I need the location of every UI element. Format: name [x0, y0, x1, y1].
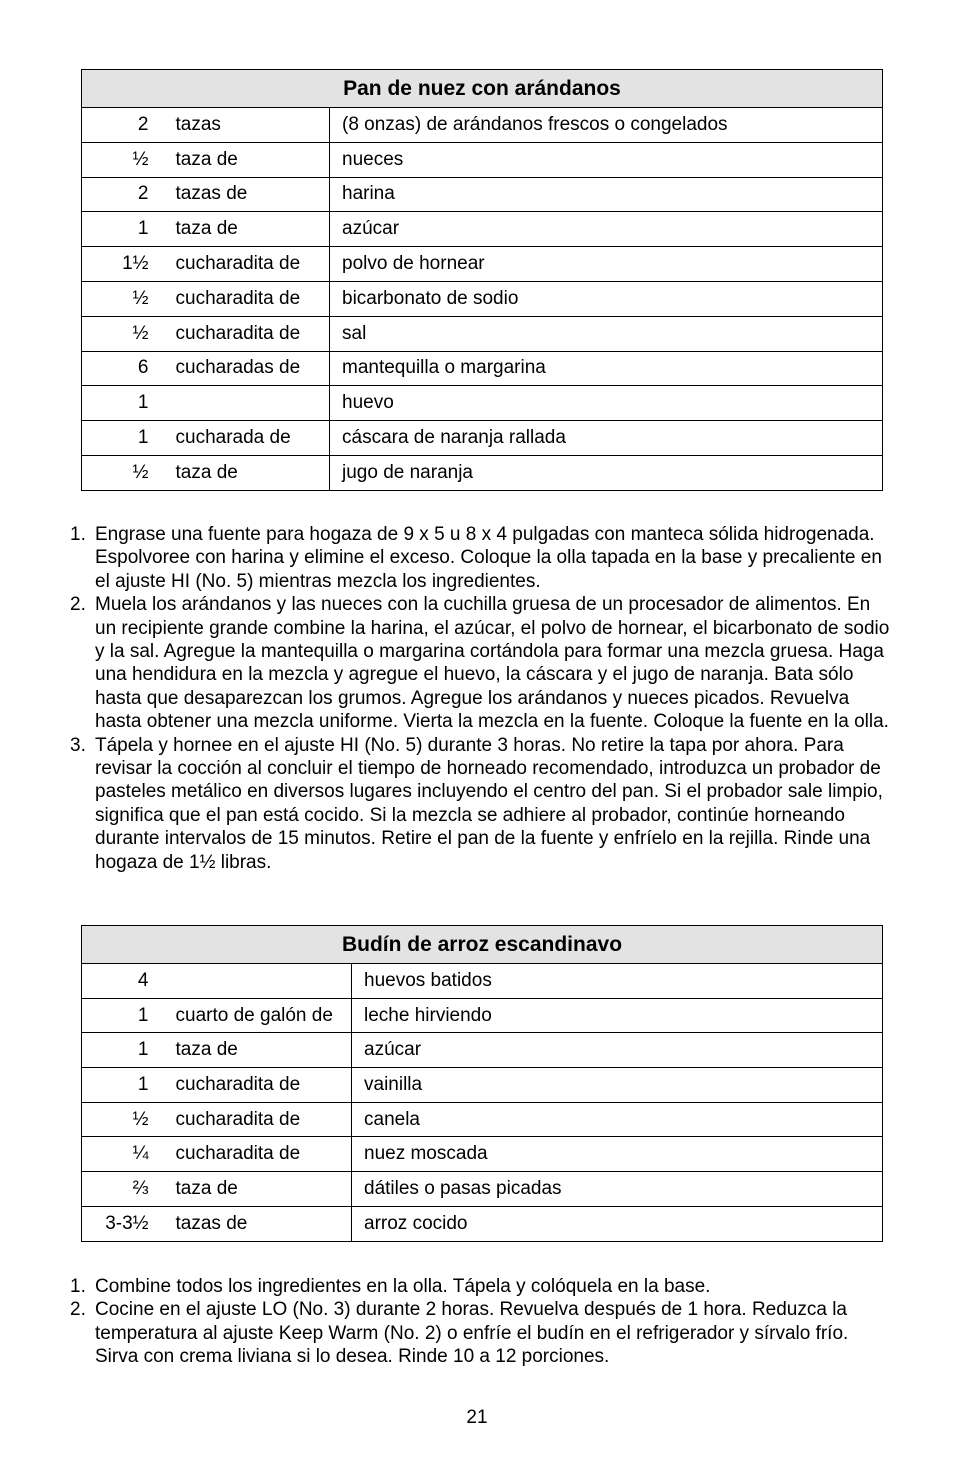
ingredient-name: (8 onzas) de arándanos frescos o congelados: [330, 108, 883, 143]
ingredient-name: leche hirviendo: [352, 998, 883, 1033]
ingredient-name: huevos batidos: [352, 964, 883, 999]
table-header-row: [82, 926, 883, 964]
step-text: Tápela y hornee en el ajuste HI (No. 5) durante 3 horas. No retire la tapa por ahora. Para revisar la cocción al concluir el tiempo de horneado recomendado, introduzca un probador de pasteles metálico en diversos lugares incluyendo el centro del pan. Si el probador sale limpio, significa que el pan está cocido. Si la mezcla se adhiere al probador, continúe horneando durante intervalos de 15 minutos. Retire el pan de la fuente y enfríelo en la rejilla. Rinde una hogaza de 1½ libras.: [95, 734, 883, 873]
recipe-2-ingredient-rows: [82, 964, 883, 1242]
instruction-step: [64, 1275, 890, 1298]
ingredient-quantity: 1: [82, 1033, 159, 1068]
ingredient-quantity: ½: [82, 281, 159, 316]
ingredient-quantity: 1: [82, 998, 159, 1033]
ingredient-unit: cucharadita de: [159, 247, 330, 282]
ingredient-row: [82, 247, 883, 282]
ingredient-row: [82, 1206, 883, 1241]
page-number: 21: [466, 1407, 488, 1428]
step-number: 2.: [70, 594, 86, 616]
ingredient-name: cáscara de naranja rallada: [330, 421, 883, 456]
ingredient-unit: tazas: [159, 108, 330, 143]
ingredient-quantity: 2: [82, 177, 159, 212]
ingredient-row: [82, 455, 883, 490]
ingredient-unit: cucharadita de: [159, 1068, 352, 1103]
ingredient-unit: cucharadita de: [159, 1102, 352, 1137]
ingredient-quantity: ½: [82, 1102, 159, 1137]
recipe-2-instructions: [64, 1275, 890, 1369]
ingredient-row: [82, 142, 883, 177]
ingredient-quantity: 1: [82, 1068, 159, 1103]
ingredient-name: arroz cocido: [352, 1206, 883, 1241]
ingredient-row: [82, 1137, 883, 1172]
ingredient-unit: cuarto de galón de: [159, 998, 352, 1033]
ingredient-name: polvo de hornear: [330, 247, 883, 282]
ingredient-row: [82, 1068, 883, 1103]
step-number: 2.: [70, 1299, 86, 1321]
table-header-row: [82, 70, 883, 108]
ingredient-row: [82, 1102, 883, 1137]
ingredient-quantity: ½: [82, 316, 159, 351]
ingredient-name: harina: [330, 177, 883, 212]
ingredient-row: [82, 1172, 883, 1207]
ingredient-quantity: 2: [82, 108, 159, 143]
recipe-1-title: Pan de nuez con arándanos: [82, 70, 883, 108]
ingredient-row: [82, 177, 883, 212]
recipe-1-ingredient-rows: [82, 108, 883, 491]
ingredient-row: [82, 281, 883, 316]
instruction-step: [64, 523, 890, 593]
ingredient-unit: [159, 386, 330, 421]
ingredient-unit: taza de: [159, 142, 330, 177]
step-number: 1.: [70, 524, 86, 545]
ingredient-row: [82, 998, 883, 1033]
ingredient-quantity: ½: [82, 142, 159, 177]
ingredient-row: [82, 1033, 883, 1068]
ingredient-row: [82, 316, 883, 351]
ingredient-name: bicarbonato de sodio: [330, 281, 883, 316]
ingredient-row: [82, 964, 883, 999]
ingredient-quantity: 1: [82, 212, 159, 247]
ingredient-row: [82, 421, 883, 456]
recipe-1-ingredients-table: [81, 69, 883, 491]
ingredient-name: vainilla: [352, 1068, 883, 1103]
step-text: Muela los arándanos y las nueces con la cuchilla gruesa de un procesador de alimentos. En un recipiente grande combine la harina, el azúcar, el polvo de hornear, el bicarbonato de sodio y la sal. Agregue la mantequilla o margarina cortándola para formar una mezcla gruesa. Haga una hendidura en la mezcla y agregue el huevo, la cáscara y el jugo de naranja. Bata sólo hasta que desaparezcan los grumos. Agregue los arándanos y nueces picados. Revuelva hasta obtener una mezcla uniforme. Vierta la mezcla en la fuente. Coloque la fuente en la olla.: [95, 594, 890, 733]
ingredient-quantity: ½: [82, 455, 159, 490]
ingredient-unit: taza de: [159, 1033, 352, 1068]
ingredient-unit: [159, 964, 352, 999]
ingredient-unit: cucharadita de: [159, 1137, 352, 1172]
ingredient-row: [82, 108, 883, 143]
ingredient-name: nuez moscada: [352, 1137, 883, 1172]
ingredient-quantity: 1: [82, 421, 159, 456]
ingredient-name: jugo de naranja: [330, 455, 883, 490]
ingredient-name: azúcar: [352, 1033, 883, 1068]
ingredient-name: huevo: [330, 386, 883, 421]
ingredient-unit: taza de: [159, 212, 330, 247]
recipe-1-instructions: [64, 523, 890, 874]
instruction-step: [64, 1298, 890, 1368]
ingredient-quantity: ⅔: [82, 1172, 159, 1207]
ingredient-quantity: 4: [82, 964, 159, 999]
step-text: Engrase una fuente para hogaza de 9 x 5 u 8 x 4 pulgadas con manteca sólida hidrogenada. Espolvoree con harina y elimine el exceso. Coloque la olla tapada en la base y precaliente en el ajuste HI (No. 5) mientras mezcla los ingredientes.: [95, 524, 882, 592]
ingredient-name: dátiles o pasas picadas: [352, 1172, 883, 1207]
recipe-2-ingredients-table: [81, 925, 883, 1242]
ingredient-row: [82, 351, 883, 386]
ingredient-unit: tazas de: [159, 177, 330, 212]
ingredient-name: mantequilla o margarina: [330, 351, 883, 386]
ingredient-unit: taza de: [159, 1172, 352, 1207]
ingredient-name: nueces: [330, 142, 883, 177]
ingredient-unit: cucharadita de: [159, 316, 330, 351]
ingredient-name: azúcar: [330, 212, 883, 247]
ingredient-quantity: ¼: [82, 1137, 159, 1172]
ingredient-quantity: 1½: [82, 247, 159, 282]
ingredient-unit: cucharadita de: [159, 281, 330, 316]
ingredient-quantity: 6: [82, 351, 159, 386]
ingredient-unit: tazas de: [159, 1206, 352, 1241]
step-number: 1.: [70, 1276, 86, 1297]
instruction-step: [64, 593, 890, 733]
step-number: 3.: [70, 734, 86, 756]
ingredient-quantity: 1: [82, 386, 159, 421]
instruction-step: [64, 734, 890, 874]
ingredient-unit: taza de: [159, 455, 330, 490]
ingredient-unit: cucharadas de: [159, 351, 330, 386]
ingredient-unit: cucharada de: [159, 421, 330, 456]
ingredient-quantity: 3-3½: [82, 1206, 159, 1241]
recipe-2-title: Budín de arroz escandinavo: [82, 926, 883, 964]
ingredient-name: canela: [352, 1102, 883, 1137]
ingredient-name: sal: [330, 316, 883, 351]
step-text: Cocine en el ajuste LO (No. 3) durante 2 horas. Revuelva después de 1 hora. Reduzca la temperatura al ajuste Keep Warm (No. 2) o enfríe el budín en el refrigerador y sírvalo frío. Sirva con crema liviana si lo desea. Rinde 10 a 12 porciones.: [95, 1299, 849, 1368]
ingredient-row: [82, 212, 883, 247]
step-text: Combine todos los ingredientes en la olla. Tápela y colóquela en la base.: [95, 1276, 711, 1297]
ingredient-row: [82, 386, 883, 421]
